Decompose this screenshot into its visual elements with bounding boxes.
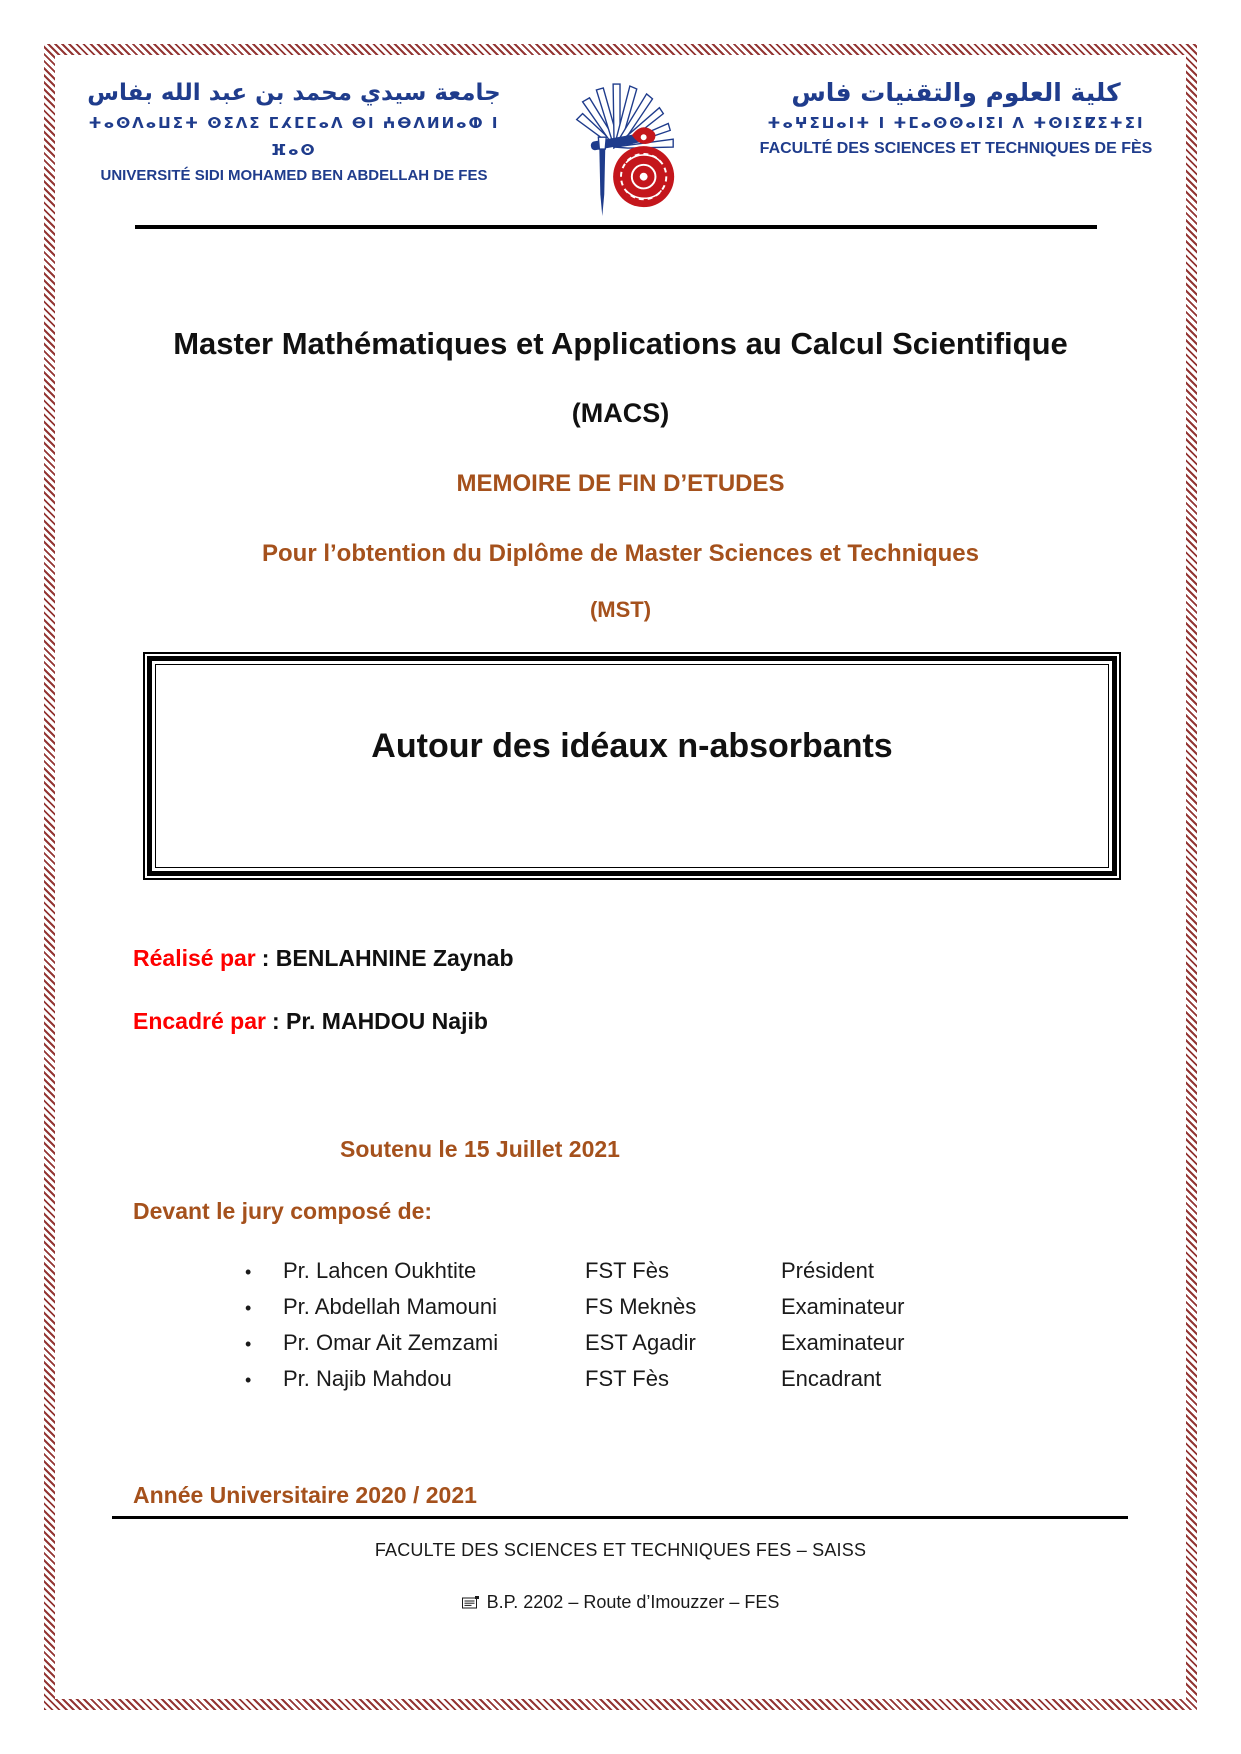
jury-member-affiliation: FST Fès	[585, 1258, 669, 1283]
author-line	[133, 945, 514, 972]
jury-list	[245, 1258, 1141, 1402]
university-emblem-icon	[557, 78, 685, 228]
jury-member-name: Pr. Abdellah Mamouni	[283, 1294, 498, 1319]
jury-member-role: Examinateur	[781, 1294, 905, 1319]
degree-acronym: (MST)	[589, 597, 652, 622]
jury-heading: Devant le jury composé de:	[133, 1198, 433, 1224]
faculty-name-tifinagh: ⵜⴰⵖⵉⵡⴰⵏⵜ ⵏ ⵜⵎⴰⵙⵙⴰⵏⵉⵏ ⴷ ⵜⵙⵏⵉⵇⵉⵜⵉⵏ	[767, 114, 1145, 132]
thesis-title: Autour des idéaux n-absorbants	[371, 727, 893, 765]
jury-member-role: Encadrant	[781, 1366, 882, 1391]
university-name-tifinagh: ⵜⴰⵙⴷⴰⵡⵉⵜ ⵙⵉⴷⵉ ⵎⵃⵎⵎⴰⴷ ⴱⵏ ⵄⴱⴷⵍⵍⴰⵀ ⵏ ⴼⴰⵙ	[88, 114, 500, 159]
bullet-icon: •	[245, 1298, 252, 1318]
university-header-block	[84, 76, 504, 187]
jury-member-name: Pr. Najib Mahdou	[283, 1366, 452, 1391]
jury-member-affiliation: FST Fès	[585, 1366, 669, 1391]
footer-divider-rule	[112, 1516, 1128, 1519]
bullet-icon: •	[245, 1262, 252, 1282]
footer-faculty: FACULTE DES SCIENCES ET TECHNIQUES FES – SAISS	[374, 1540, 867, 1560]
memoire-heading: MEMOIRE DE FIN D’ETUDES	[456, 470, 785, 497]
academic-year: Année Universitaire 2020 / 2021	[133, 1482, 477, 1508]
jury-row	[245, 1258, 1141, 1294]
header	[84, 76, 1175, 233]
author-label: Réalisé par	[133, 945, 256, 971]
jury-row	[245, 1330, 1141, 1366]
footer-address-line	[60, 1592, 1181, 1614]
supervisor-name: : Pr. MAHDOU Najib	[271, 1008, 488, 1034]
degree-purpose: Pour l’obtention du Diplôme de Master Sciences et Techniques	[261, 540, 979, 567]
university-logo	[557, 78, 685, 233]
jury-member-affiliation: EST Agadir	[585, 1330, 696, 1355]
jury-member-role: Examinateur	[781, 1330, 905, 1355]
header-divider-rule	[135, 225, 1097, 229]
bullet-icon: •	[245, 1370, 252, 1390]
faculty-name-french: FACULTÉ DES SCIENCES ET TECHNIQUES DE FÈS	[759, 140, 1153, 157]
jury-row	[245, 1294, 1141, 1330]
faculty-name-arabic: كلية العلوم والتقنيات فاس	[791, 78, 1121, 107]
university-name-french: UNIVERSITÉ SIDI MOHAMED BEN ABDELLAH DE FES	[100, 167, 488, 184]
mail-envelope-icon	[462, 1593, 480, 1614]
bullet-icon: •	[245, 1334, 252, 1354]
university-name-arabic: جامعة سيدي محمد بن عبد الله بفاس	[87, 80, 501, 106]
program-title: Master Mathématiques et Applications au Calcul Scientifique	[173, 326, 1068, 361]
faculty-header-block	[737, 76, 1175, 160]
thesis-title-box	[143, 652, 1121, 880]
footer-address: B.P. 2202 – Route d’Imouzzer – FES	[486, 1592, 780, 1612]
jury-member-name: Pr. Omar Ait Zemzami	[283, 1330, 499, 1355]
jury-row	[245, 1366, 1141, 1402]
jury-member-role: Président	[781, 1258, 874, 1283]
supervisor-line	[133, 1008, 488, 1035]
defense-date: Soutenu le 15 Juillet 2021	[340, 1136, 620, 1162]
jury-member-name: Pr. Lahcen Oukhtite	[283, 1258, 477, 1283]
supervisor-label: Encadré par	[133, 1008, 266, 1034]
jury-member-affiliation: FS Meknès	[585, 1294, 697, 1319]
program-acronym: (MACS)	[571, 398, 670, 428]
author-name: : BENLAHNINE Zaynab	[261, 945, 514, 971]
